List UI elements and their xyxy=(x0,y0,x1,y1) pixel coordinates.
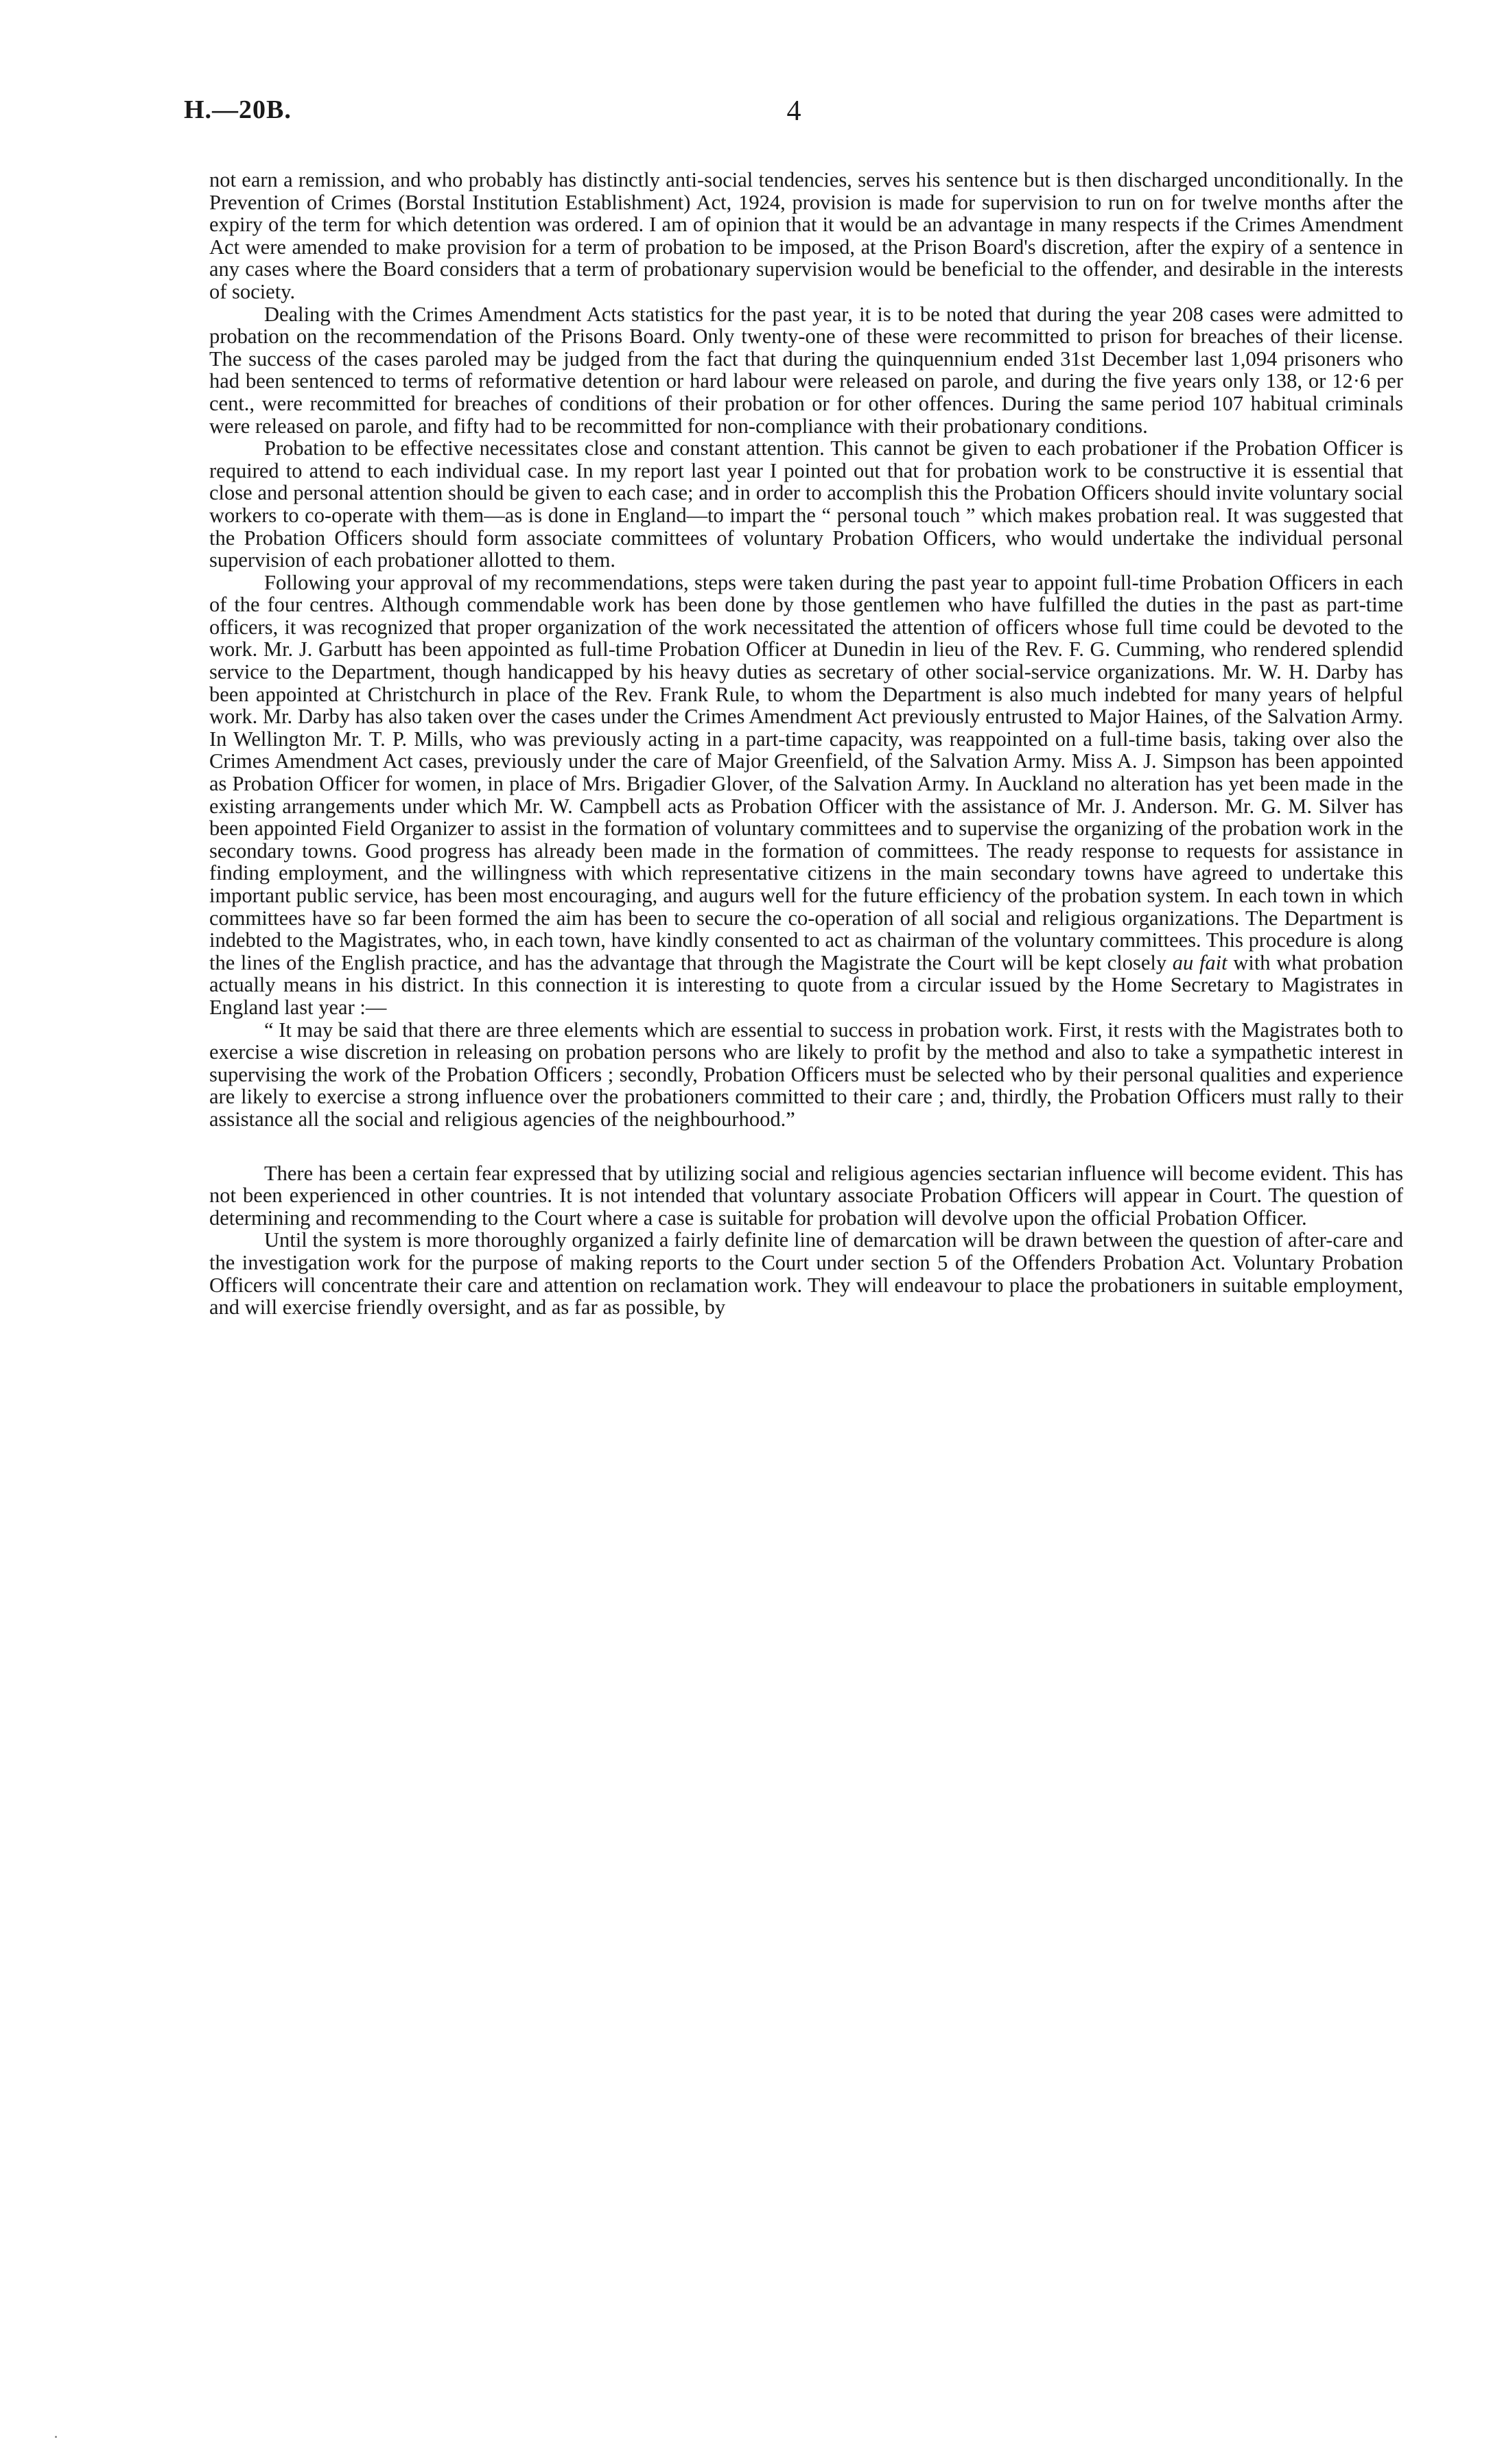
italic-phrase: au fait xyxy=(1172,950,1228,974)
block-quote: “ It may be said that there are three elements which are essential to success in probation work. First, it rests with the Magistrates both to exercise a wise discretion in releasing on probation persons who are likely to profit by the method and also to take a sympathetic interest in supervising the work of the Probation Officers ; secondly, Probation Officers must be selected who by their personal qualities and experience are likely to exercise a strong influence over the probationers committed to their care ; and, thirdly, the Probation Officers must rally to their assistance all the social and religious agencies of the neighbourhood.” xyxy=(209,1018,1403,1131)
paragraph-3: Probation to be effective necessitates close and constant attention. This cannot be given to each probationer if the Probation Officer is required to attend to each individual case. In my report last year I pointed out that for probation work to be constructive it is essential that close and personal attention should be given to each case; and in order to accomplish this the Probation Officers should invite voluntary social workers to co-operate with them—as is done in England—to impart the “ personal touch ” which makes probation real. It was suggested that the Probation Officers should form associate committees of voluntary Probation Officers, who would undertake the individual personal supervision of each probationer allotted to them. xyxy=(209,436,1403,572)
paragraph-6: Until the system is more thoroughly organized a fairly definite line of demarcation will be drawn between the question of after-care and the investigation work for the purpose of making reports to the Court under section 5 of the Offenders Probation Act. Voluntary Probation Officers will concentrate their care and attention on reclamation work. They will endeavour to place the probationers in suitable employment, and will exercise friendly oversight, and as far as possible, by xyxy=(209,1228,1403,1319)
document-reference: H.—20B. xyxy=(184,95,292,124)
paragraph-4 xyxy=(209,572,1403,1019)
paragraph-4-tail: with what probation actually means in his district. In this connection it is interesting to quote from a circular issued by the Home Secretary to Magistrates in England last year :— xyxy=(209,950,1404,1019)
paragraph-5: There has been a certain fear expressed that by utilizing social and religious agencies sectarian influence will become evident. This has not been experienced in other countries. It is not intended that voluntary associate Probation Officers will appear in Court. The question of determining and recommending to the Court where a case is suitable for probation will devolve upon the official Probation Officer. xyxy=(209,1161,1403,1230)
paragraph-2: Dealing with the Crimes Amendment Acts statistics for the past year, it is to be noted that during the year 208 cases were admitted to probation on the recommendation of the Prisons Board. Only twenty-one of these were recommitted to prison for breaches of their license. The success of the cases paroled may be judged from the fact that during the quinquennium ended 31st December last 1,094 prisoners who had been sentenced to terms of reformative detention or hard labour were released on parole, and during the five years only 138, or 12·6 per cent., were recommitted for breaches of conditions of their probation or for other offences. During the same period 107 habitual criminals were released on parole, and fifty had to be recommitted for non-compliance with their probationary conditions. xyxy=(209,302,1403,438)
body-text xyxy=(209,169,1403,1319)
paragraph-4-text: Following your approval of my recommendations, steps were taken during the past year to appoint full-time Probation Officers in each of the four centres. Although commendable work has been done by those gentlemen who have fulfilled the duties in the past as part-time officers, it was recognized that proper organization of the work necessitated the attention of officers whose full time could be devoted to the work. Mr. J. Garbutt has been appointed as full-time Probation Officer at Dunedin in lieu of the Rev. F. G. Cumming, who rendered splendid service to the Department, though handicapped by his heavy duties as secretary of other social-service organizations. Mr. W. H. Darby has been appointed at Christchurch in place of the Rev. Frank Rule, to whom the Department is also much indebted for many years of helpful work. Mr. Darby has also taken over the cases under the Crimes Amendment Act previously entrusted to Major Haines, of the Salvation Army. In Wellington Mr. T. P. Mills, who was previously acting in a part-time capacity, was reappointed on a full-time basis, taking over also the Crimes Amendment Act cases, previously under the care of Major Greenfield, of the Salvation Army. Miss A. J. Simpson has been appointed as Probation Officer for women, in place of Mrs. Brigadier Glover, of the Salvation Army. In Auckland no alteration has yet been made in the existing arrangements under which Mr. W. Campbell acts as Probation Officer with the assistance of Mr. J. Anderson. Mr. G. M. Silver has been appointed Field Organizer to assist in the formation of voluntary committees and to supervise the organizing of the probation work in the secondary towns. Good progress has already been made in the formation of committees. The ready response to requests for assistance in finding employment, and the willingness with which representative citizens in the main secondary towns have agreed to undertake this important public service, has been most encouraging, and augurs well for the future efficiency of the probation system. In each town in which committees have so far been formed the aim has been to secure the co-operation of all social and religious organizations. The Department is indebted to the Magistrates, who, in each town, have kindly consented to act as chairman of the voluntary committees. This procedure is along the lines of the English practice, and has the advantage that through the Magistrate the Court will be kept closely xyxy=(209,570,1403,974)
paragraph-1: not earn a remission, and who probably has distinctly anti-social tendencies, serves his sentence but is then discharged unconditionally. In the Prevention of Crimes (Borstal Institution Establishment) Act, 1924, provision is made for supervision to run on for twelve months after the expiry of the term for which detention was ordered. I am of opinion that it would be an advantage in many respects if the Crimes Amendment Act were amended to make provision for a term of probation to be imposed, at the Prison Board's discretion, after the expiry of a sentence in any cases where the Board considers that a term of probationary supervision would be beneficial to the offender, and desirable in the interests of society. xyxy=(209,168,1403,303)
scan-artifact xyxy=(55,2436,57,2438)
page-header xyxy=(184,95,1404,136)
page-number: 4 xyxy=(786,95,801,127)
